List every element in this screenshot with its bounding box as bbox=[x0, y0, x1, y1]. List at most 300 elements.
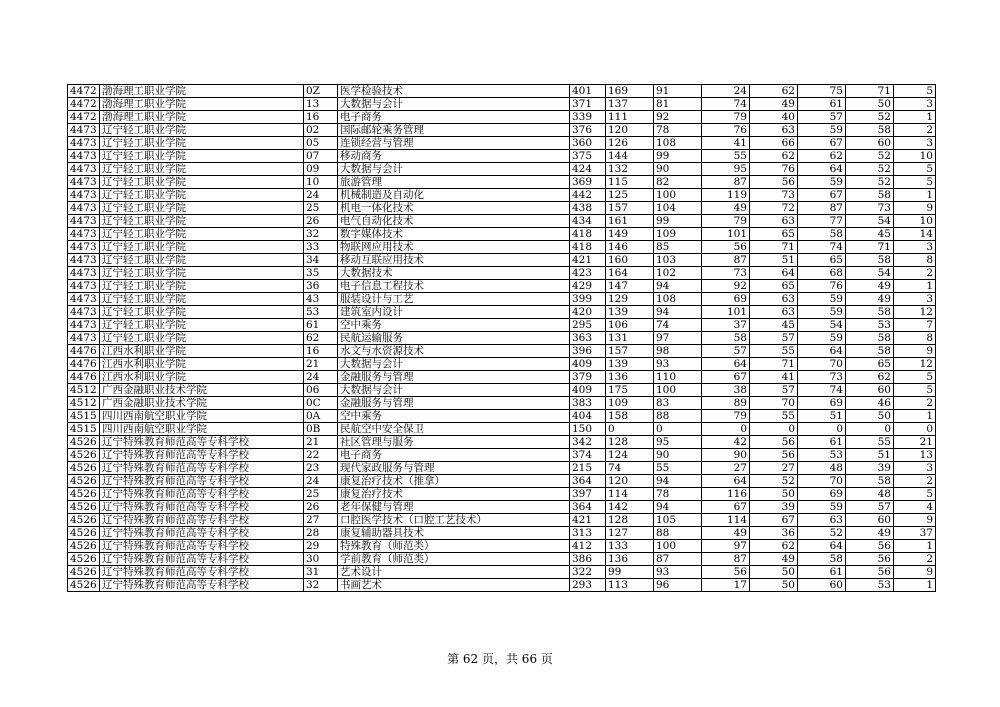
score-1-cell: 125 bbox=[606, 189, 654, 202]
score-3-cell: 49 bbox=[702, 527, 750, 540]
table-row bbox=[68, 319, 936, 332]
score-3-cell: 79 bbox=[702, 215, 750, 228]
rank-cell: 10 bbox=[894, 150, 936, 163]
school-name-cell: 辽宁特殊教育师范高等专科学校 bbox=[100, 488, 304, 501]
rank-cell: 13 bbox=[894, 449, 936, 462]
score-4-cell: 70 bbox=[750, 397, 798, 410]
score-5-cell: 59 bbox=[798, 332, 846, 345]
score-1-cell: 160 bbox=[606, 254, 654, 267]
score-5-cell: 73 bbox=[798, 371, 846, 384]
major-name-cell: 口腔医学技术（口腔工艺技术） bbox=[338, 514, 570, 527]
score-3-cell: 41 bbox=[702, 137, 750, 150]
school-code-cell: 4473 bbox=[68, 254, 100, 267]
school-name-cell: 辽宁轻工职业学院 bbox=[100, 189, 304, 202]
score-6-cell: 62 bbox=[846, 371, 894, 384]
rank-cell: 8 bbox=[894, 254, 936, 267]
table-row bbox=[68, 137, 936, 150]
score-2-cell: 90 bbox=[654, 449, 702, 462]
table-row bbox=[68, 332, 936, 345]
score-1-cell: 133 bbox=[606, 540, 654, 553]
score-2-cell: 110 bbox=[654, 371, 702, 384]
score-6-cell: 39 bbox=[846, 462, 894, 475]
school-name-cell: 辽宁轻工职业学院 bbox=[100, 150, 304, 163]
score-6-cell: 73 bbox=[846, 202, 894, 215]
school-name-cell: 广西金融职业技术学院 bbox=[100, 384, 304, 397]
major-code-cell: 07 bbox=[304, 150, 338, 163]
score-5-cell: 67 bbox=[798, 137, 846, 150]
school-code-cell: 4526 bbox=[68, 514, 100, 527]
major-code-cell: 53 bbox=[304, 306, 338, 319]
school-name-cell: 辽宁轻工职业学院 bbox=[100, 215, 304, 228]
score-5-cell: 75 bbox=[798, 85, 846, 98]
total-score-cell: 409 bbox=[570, 358, 606, 371]
school-name-cell: 渤海理工职业学院 bbox=[100, 98, 304, 111]
score-2-cell: 102 bbox=[654, 267, 702, 280]
table-row bbox=[68, 462, 936, 475]
table-row bbox=[68, 189, 936, 202]
school-name-cell: 辽宁轻工职业学院 bbox=[100, 319, 304, 332]
score-1-cell: 139 bbox=[606, 306, 654, 319]
major-code-cell: 10 bbox=[304, 176, 338, 189]
major-code-cell: 22 bbox=[304, 449, 338, 462]
score-3-cell: 76 bbox=[702, 124, 750, 137]
school-name-cell: 辽宁特殊教育师范高等专科学校 bbox=[100, 540, 304, 553]
school-name-cell: 辽宁轻工职业学院 bbox=[100, 293, 304, 306]
school-code-cell: 4473 bbox=[68, 163, 100, 176]
major-name-cell: 大数据与会计 bbox=[338, 358, 570, 371]
score-4-cell: 65 bbox=[750, 280, 798, 293]
rank-cell: 8 bbox=[894, 332, 936, 345]
school-code-cell: 4473 bbox=[68, 293, 100, 306]
score-4-cell: 62 bbox=[750, 85, 798, 98]
score-3-cell: 89 bbox=[702, 397, 750, 410]
major-code-cell: 24 bbox=[304, 371, 338, 384]
score-2-cell: 103 bbox=[654, 254, 702, 267]
table-row bbox=[68, 449, 936, 462]
rank-cell: 3 bbox=[894, 137, 936, 150]
table-row bbox=[68, 514, 936, 527]
total-score-cell: 418 bbox=[570, 228, 606, 241]
school-code-cell: 4473 bbox=[68, 202, 100, 215]
major-code-cell: 32 bbox=[304, 579, 338, 592]
score-2-cell: 55 bbox=[654, 462, 702, 475]
school-name-cell: 渤海理工职业学院 bbox=[100, 85, 304, 98]
score-5-cell: 60 bbox=[798, 579, 846, 592]
score-2-cell: 99 bbox=[654, 215, 702, 228]
score-3-cell: 79 bbox=[702, 111, 750, 124]
school-name-cell: 广西金融职业技术学院 bbox=[100, 397, 304, 410]
school-code-cell: 4472 bbox=[68, 111, 100, 124]
score-6-cell: 56 bbox=[846, 540, 894, 553]
major-code-cell: 35 bbox=[304, 267, 338, 280]
score-3-cell: 74 bbox=[702, 98, 750, 111]
total-score-cell: 409 bbox=[570, 384, 606, 397]
school-name-cell: 辽宁轻工职业学院 bbox=[100, 163, 304, 176]
score-6-cell: 45 bbox=[846, 228, 894, 241]
score-6-cell: 50 bbox=[846, 98, 894, 111]
total-score-cell: 215 bbox=[570, 462, 606, 475]
rank-cell: 9 bbox=[894, 566, 936, 579]
score-5-cell: 76 bbox=[798, 280, 846, 293]
score-1-cell: 120 bbox=[606, 124, 654, 137]
score-5-cell: 59 bbox=[798, 306, 846, 319]
score-1-cell: 99 bbox=[606, 566, 654, 579]
score-4-cell: 62 bbox=[750, 150, 798, 163]
major-name-cell: 机电一体化技术 bbox=[338, 202, 570, 215]
score-3-cell: 37 bbox=[702, 319, 750, 332]
major-name-cell: 连锁经营与管理 bbox=[338, 137, 570, 150]
major-name-cell: 空中乘务 bbox=[338, 319, 570, 332]
score-2-cell: 98 bbox=[654, 345, 702, 358]
score-1-cell: 149 bbox=[606, 228, 654, 241]
score-2-cell: 78 bbox=[654, 488, 702, 501]
table-row bbox=[68, 293, 936, 306]
score-6-cell: 52 bbox=[846, 163, 894, 176]
major-code-cell: 16 bbox=[304, 111, 338, 124]
score-5-cell: 70 bbox=[798, 475, 846, 488]
score-1-cell: 142 bbox=[606, 501, 654, 514]
major-code-cell: 21 bbox=[304, 436, 338, 449]
score-2-cell: 0 bbox=[654, 423, 702, 436]
score-2-cell: 97 bbox=[654, 332, 702, 345]
score-2-cell: 81 bbox=[654, 98, 702, 111]
score-1-cell: 0 bbox=[606, 423, 654, 436]
score-1-cell: 115 bbox=[606, 176, 654, 189]
major-code-cell: 26 bbox=[304, 501, 338, 514]
total-score-cell: 429 bbox=[570, 280, 606, 293]
score-3-cell: 57 bbox=[702, 345, 750, 358]
total-score-cell: 438 bbox=[570, 202, 606, 215]
score-6-cell: 56 bbox=[846, 566, 894, 579]
major-code-cell: 0Z bbox=[304, 85, 338, 98]
school-name-cell: 辽宁特殊教育师范高等专科学校 bbox=[100, 579, 304, 592]
score-2-cell: 99 bbox=[654, 150, 702, 163]
major-code-cell: 29 bbox=[304, 540, 338, 553]
rank-cell: 9 bbox=[894, 202, 936, 215]
table-row bbox=[68, 475, 936, 488]
score-4-cell: 49 bbox=[750, 553, 798, 566]
total-score-cell: 364 bbox=[570, 501, 606, 514]
score-3-cell: 87 bbox=[702, 553, 750, 566]
total-score-cell: 295 bbox=[570, 319, 606, 332]
rank-cell: 5 bbox=[894, 371, 936, 384]
score-4-cell: 64 bbox=[750, 267, 798, 280]
score-5-cell: 70 bbox=[798, 358, 846, 371]
table-row bbox=[68, 501, 936, 514]
school-code-cell: 4473 bbox=[68, 137, 100, 150]
score-3-cell: 119 bbox=[702, 189, 750, 202]
total-score-cell: 376 bbox=[570, 124, 606, 137]
score-2-cell: 100 bbox=[654, 189, 702, 202]
table-row bbox=[68, 98, 936, 111]
major-code-cell: 25 bbox=[304, 202, 338, 215]
score-6-cell: 60 bbox=[846, 137, 894, 150]
score-4-cell: 36 bbox=[750, 527, 798, 540]
score-4-cell: 27 bbox=[750, 462, 798, 475]
score-1-cell: 158 bbox=[606, 410, 654, 423]
school-code-cell: 4473 bbox=[68, 280, 100, 293]
score-4-cell: 72 bbox=[750, 202, 798, 215]
rank-cell: 3 bbox=[894, 98, 936, 111]
score-3-cell: 17 bbox=[702, 579, 750, 592]
score-4-cell: 63 bbox=[750, 215, 798, 228]
major-name-cell: 电子商务 bbox=[338, 449, 570, 462]
major-name-cell: 大数据与会计 bbox=[338, 98, 570, 111]
score-3-cell: 97 bbox=[702, 540, 750, 553]
school-code-cell: 4473 bbox=[68, 215, 100, 228]
total-score-cell: 364 bbox=[570, 475, 606, 488]
score-3-cell: 95 bbox=[702, 163, 750, 176]
rank-cell: 1 bbox=[894, 540, 936, 553]
major-code-cell: 30 bbox=[304, 553, 338, 566]
score-4-cell: 56 bbox=[750, 449, 798, 462]
score-2-cell: 93 bbox=[654, 566, 702, 579]
score-3-cell: 56 bbox=[702, 566, 750, 579]
rank-cell: 4 bbox=[894, 501, 936, 514]
rank-cell: 12 bbox=[894, 358, 936, 371]
score-1-cell: 124 bbox=[606, 449, 654, 462]
score-2-cell: 85 bbox=[654, 241, 702, 254]
major-name-cell: 金融服务与管理 bbox=[338, 371, 570, 384]
school-code-cell: 4473 bbox=[68, 150, 100, 163]
score-1-cell: 136 bbox=[606, 553, 654, 566]
school-code-cell: 4526 bbox=[68, 553, 100, 566]
total-score-cell: 397 bbox=[570, 488, 606, 501]
major-name-cell: 旅游管理 bbox=[338, 176, 570, 189]
school-name-cell: 辽宁特殊教育师范高等专科学校 bbox=[100, 514, 304, 527]
school-code-cell: 4526 bbox=[68, 579, 100, 592]
school-name-cell: 辽宁特殊教育师范高等专科学校 bbox=[100, 553, 304, 566]
score-3-cell: 116 bbox=[702, 488, 750, 501]
major-code-cell: 62 bbox=[304, 332, 338, 345]
score-6-cell: 58 bbox=[846, 124, 894, 137]
total-score-cell: 363 bbox=[570, 332, 606, 345]
score-1-cell: 106 bbox=[606, 319, 654, 332]
rank-cell: 1 bbox=[894, 111, 936, 124]
score-3-cell: 58 bbox=[702, 332, 750, 345]
total-score-cell: 421 bbox=[570, 514, 606, 527]
major-code-cell: 0B bbox=[304, 423, 338, 436]
rank-cell: 21 bbox=[894, 436, 936, 449]
score-5-cell: 64 bbox=[798, 345, 846, 358]
score-4-cell: 45 bbox=[750, 319, 798, 332]
total-score-cell: 423 bbox=[570, 267, 606, 280]
major-code-cell: 31 bbox=[304, 566, 338, 579]
rank-cell: 0 bbox=[894, 423, 936, 436]
rank-cell: 2 bbox=[894, 397, 936, 410]
score-4-cell: 57 bbox=[750, 384, 798, 397]
total-score-cell: 424 bbox=[570, 163, 606, 176]
school-code-cell: 4515 bbox=[68, 410, 100, 423]
major-name-cell: 金融服务与管理 bbox=[338, 397, 570, 410]
score-5-cell: 69 bbox=[798, 397, 846, 410]
table-row bbox=[68, 397, 936, 410]
school-code-cell: 4512 bbox=[68, 397, 100, 410]
score-2-cell: 88 bbox=[654, 410, 702, 423]
table-row bbox=[68, 527, 936, 540]
total-score-cell: 418 bbox=[570, 241, 606, 254]
score-5-cell: 58 bbox=[798, 228, 846, 241]
score-6-cell: 60 bbox=[846, 384, 894, 397]
school-name-cell: 辽宁特殊教育师范高等专科学校 bbox=[100, 501, 304, 514]
page-footer: 第 62 页，共 66 页 bbox=[447, 652, 553, 666]
score-6-cell: 71 bbox=[846, 241, 894, 254]
score-3-cell: 27 bbox=[702, 462, 750, 475]
school-name-cell: 辽宁轻工职业学院 bbox=[100, 241, 304, 254]
score-4-cell: 55 bbox=[750, 345, 798, 358]
score-6-cell: 65 bbox=[846, 358, 894, 371]
major-name-cell: 空中乘务 bbox=[338, 410, 570, 423]
score-3-cell: 114 bbox=[702, 514, 750, 527]
score-4-cell: 50 bbox=[750, 579, 798, 592]
table-row bbox=[68, 384, 936, 397]
major-code-cell: 0C bbox=[304, 397, 338, 410]
school-code-cell: 4526 bbox=[68, 488, 100, 501]
score-6-cell: 58 bbox=[846, 306, 894, 319]
school-code-cell: 4473 bbox=[68, 306, 100, 319]
rank-cell: 5 bbox=[894, 163, 936, 176]
school-name-cell: 辽宁轻工职业学院 bbox=[100, 228, 304, 241]
score-3-cell: 67 bbox=[702, 501, 750, 514]
major-code-cell: 09 bbox=[304, 163, 338, 176]
score-5-cell: 77 bbox=[798, 215, 846, 228]
score-2-cell: 96 bbox=[654, 579, 702, 592]
school-code-cell: 4476 bbox=[68, 371, 100, 384]
total-score-cell: 293 bbox=[570, 579, 606, 592]
major-name-cell: 康复治疗技术（推拿） bbox=[338, 475, 570, 488]
major-name-cell: 大数据与会计 bbox=[338, 163, 570, 176]
score-3-cell: 42 bbox=[702, 436, 750, 449]
major-code-cell: 27 bbox=[304, 514, 338, 527]
school-code-cell: 4526 bbox=[68, 449, 100, 462]
score-4-cell: 71 bbox=[750, 241, 798, 254]
score-5-cell: 61 bbox=[798, 436, 846, 449]
score-4-cell: 65 bbox=[750, 228, 798, 241]
total-score-cell: 360 bbox=[570, 137, 606, 150]
score-1-cell: 109 bbox=[606, 397, 654, 410]
score-6-cell: 49 bbox=[846, 280, 894, 293]
score-1-cell: 126 bbox=[606, 137, 654, 150]
table-row bbox=[68, 254, 936, 267]
table-row bbox=[68, 202, 936, 215]
score-3-cell: 101 bbox=[702, 306, 750, 319]
score-1-cell: 157 bbox=[606, 345, 654, 358]
total-score-cell: 375 bbox=[570, 150, 606, 163]
major-name-cell: 老年保健与管理 bbox=[338, 501, 570, 514]
school-code-cell: 4526 bbox=[68, 566, 100, 579]
table-row bbox=[68, 280, 936, 293]
table-row bbox=[68, 267, 936, 280]
school-name-cell: 江西水利职业学院 bbox=[100, 345, 304, 358]
score-5-cell: 59 bbox=[798, 501, 846, 514]
score-2-cell: 95 bbox=[654, 436, 702, 449]
major-name-cell: 艺术设计 bbox=[338, 566, 570, 579]
table-row bbox=[68, 345, 936, 358]
total-score-cell: 383 bbox=[570, 397, 606, 410]
table-row bbox=[68, 124, 936, 137]
total-score-cell: 404 bbox=[570, 410, 606, 423]
admission-score-table bbox=[67, 84, 936, 592]
table-row bbox=[68, 176, 936, 189]
table-row bbox=[68, 85, 936, 98]
score-5-cell: 64 bbox=[798, 540, 846, 553]
score-4-cell: 56 bbox=[750, 176, 798, 189]
score-5-cell: 58 bbox=[798, 553, 846, 566]
score-1-cell: 128 bbox=[606, 436, 654, 449]
rank-cell: 14 bbox=[894, 228, 936, 241]
score-2-cell: 74 bbox=[654, 319, 702, 332]
school-name-cell: 辽宁特殊教育师范高等专科学校 bbox=[100, 566, 304, 579]
school-name-cell: 辽宁轻工职业学院 bbox=[100, 332, 304, 345]
major-name-cell: 移动商务 bbox=[338, 150, 570, 163]
score-2-cell: 78 bbox=[654, 124, 702, 137]
major-code-cell: 05 bbox=[304, 137, 338, 150]
school-code-cell: 4526 bbox=[68, 462, 100, 475]
score-3-cell: 55 bbox=[702, 150, 750, 163]
major-code-cell: 33 bbox=[304, 241, 338, 254]
major-name-cell: 学前教育（师范类） bbox=[338, 553, 570, 566]
score-5-cell: 59 bbox=[798, 176, 846, 189]
score-6-cell: 58 bbox=[846, 332, 894, 345]
score-5-cell: 53 bbox=[798, 449, 846, 462]
score-2-cell: 87 bbox=[654, 553, 702, 566]
score-4-cell: 71 bbox=[750, 358, 798, 371]
total-score-cell: 399 bbox=[570, 293, 606, 306]
major-name-cell: 特殊教育（师范类） bbox=[338, 540, 570, 553]
total-score-cell: 369 bbox=[570, 176, 606, 189]
major-code-cell: 16 bbox=[304, 345, 338, 358]
score-2-cell: 100 bbox=[654, 384, 702, 397]
rank-cell: 3 bbox=[894, 462, 936, 475]
score-4-cell: 51 bbox=[750, 254, 798, 267]
school-name-cell: 四川西南航空职业学院 bbox=[100, 423, 304, 436]
score-3-cell: 69 bbox=[702, 293, 750, 306]
score-6-cell: 58 bbox=[846, 345, 894, 358]
score-1-cell: 137 bbox=[606, 98, 654, 111]
score-5-cell: 69 bbox=[798, 488, 846, 501]
rank-cell: 2 bbox=[894, 475, 936, 488]
rank-cell: 5 bbox=[894, 176, 936, 189]
score-4-cell: 40 bbox=[750, 111, 798, 124]
score-6-cell: 46 bbox=[846, 397, 894, 410]
total-score-cell: 396 bbox=[570, 345, 606, 358]
total-score-cell: 313 bbox=[570, 527, 606, 540]
score-6-cell: 58 bbox=[846, 475, 894, 488]
score-6-cell: 49 bbox=[846, 527, 894, 540]
major-name-cell: 水文与水资源技术 bbox=[338, 345, 570, 358]
total-score-cell: 339 bbox=[570, 111, 606, 124]
score-4-cell: 76 bbox=[750, 163, 798, 176]
table-row bbox=[68, 566, 936, 579]
table-row bbox=[68, 150, 936, 163]
rank-cell: 37 bbox=[894, 527, 936, 540]
major-name-cell: 民航运输服务 bbox=[338, 332, 570, 345]
major-name-cell: 康复治疗技术 bbox=[338, 488, 570, 501]
score-4-cell: 50 bbox=[750, 566, 798, 579]
major-code-cell: 36 bbox=[304, 280, 338, 293]
school-name-cell: 辽宁轻工职业学院 bbox=[100, 280, 304, 293]
rank-cell: 5 bbox=[894, 85, 936, 98]
score-5-cell: 51 bbox=[798, 410, 846, 423]
score-5-cell: 65 bbox=[798, 254, 846, 267]
score-6-cell: 58 bbox=[846, 254, 894, 267]
school-code-cell: 4473 bbox=[68, 319, 100, 332]
major-name-cell: 大数据与会计 bbox=[338, 384, 570, 397]
school-name-cell: 渤海理工职业学院 bbox=[100, 111, 304, 124]
score-2-cell: 94 bbox=[654, 306, 702, 319]
rank-cell: 1 bbox=[894, 410, 936, 423]
rank-cell: 2 bbox=[894, 267, 936, 280]
